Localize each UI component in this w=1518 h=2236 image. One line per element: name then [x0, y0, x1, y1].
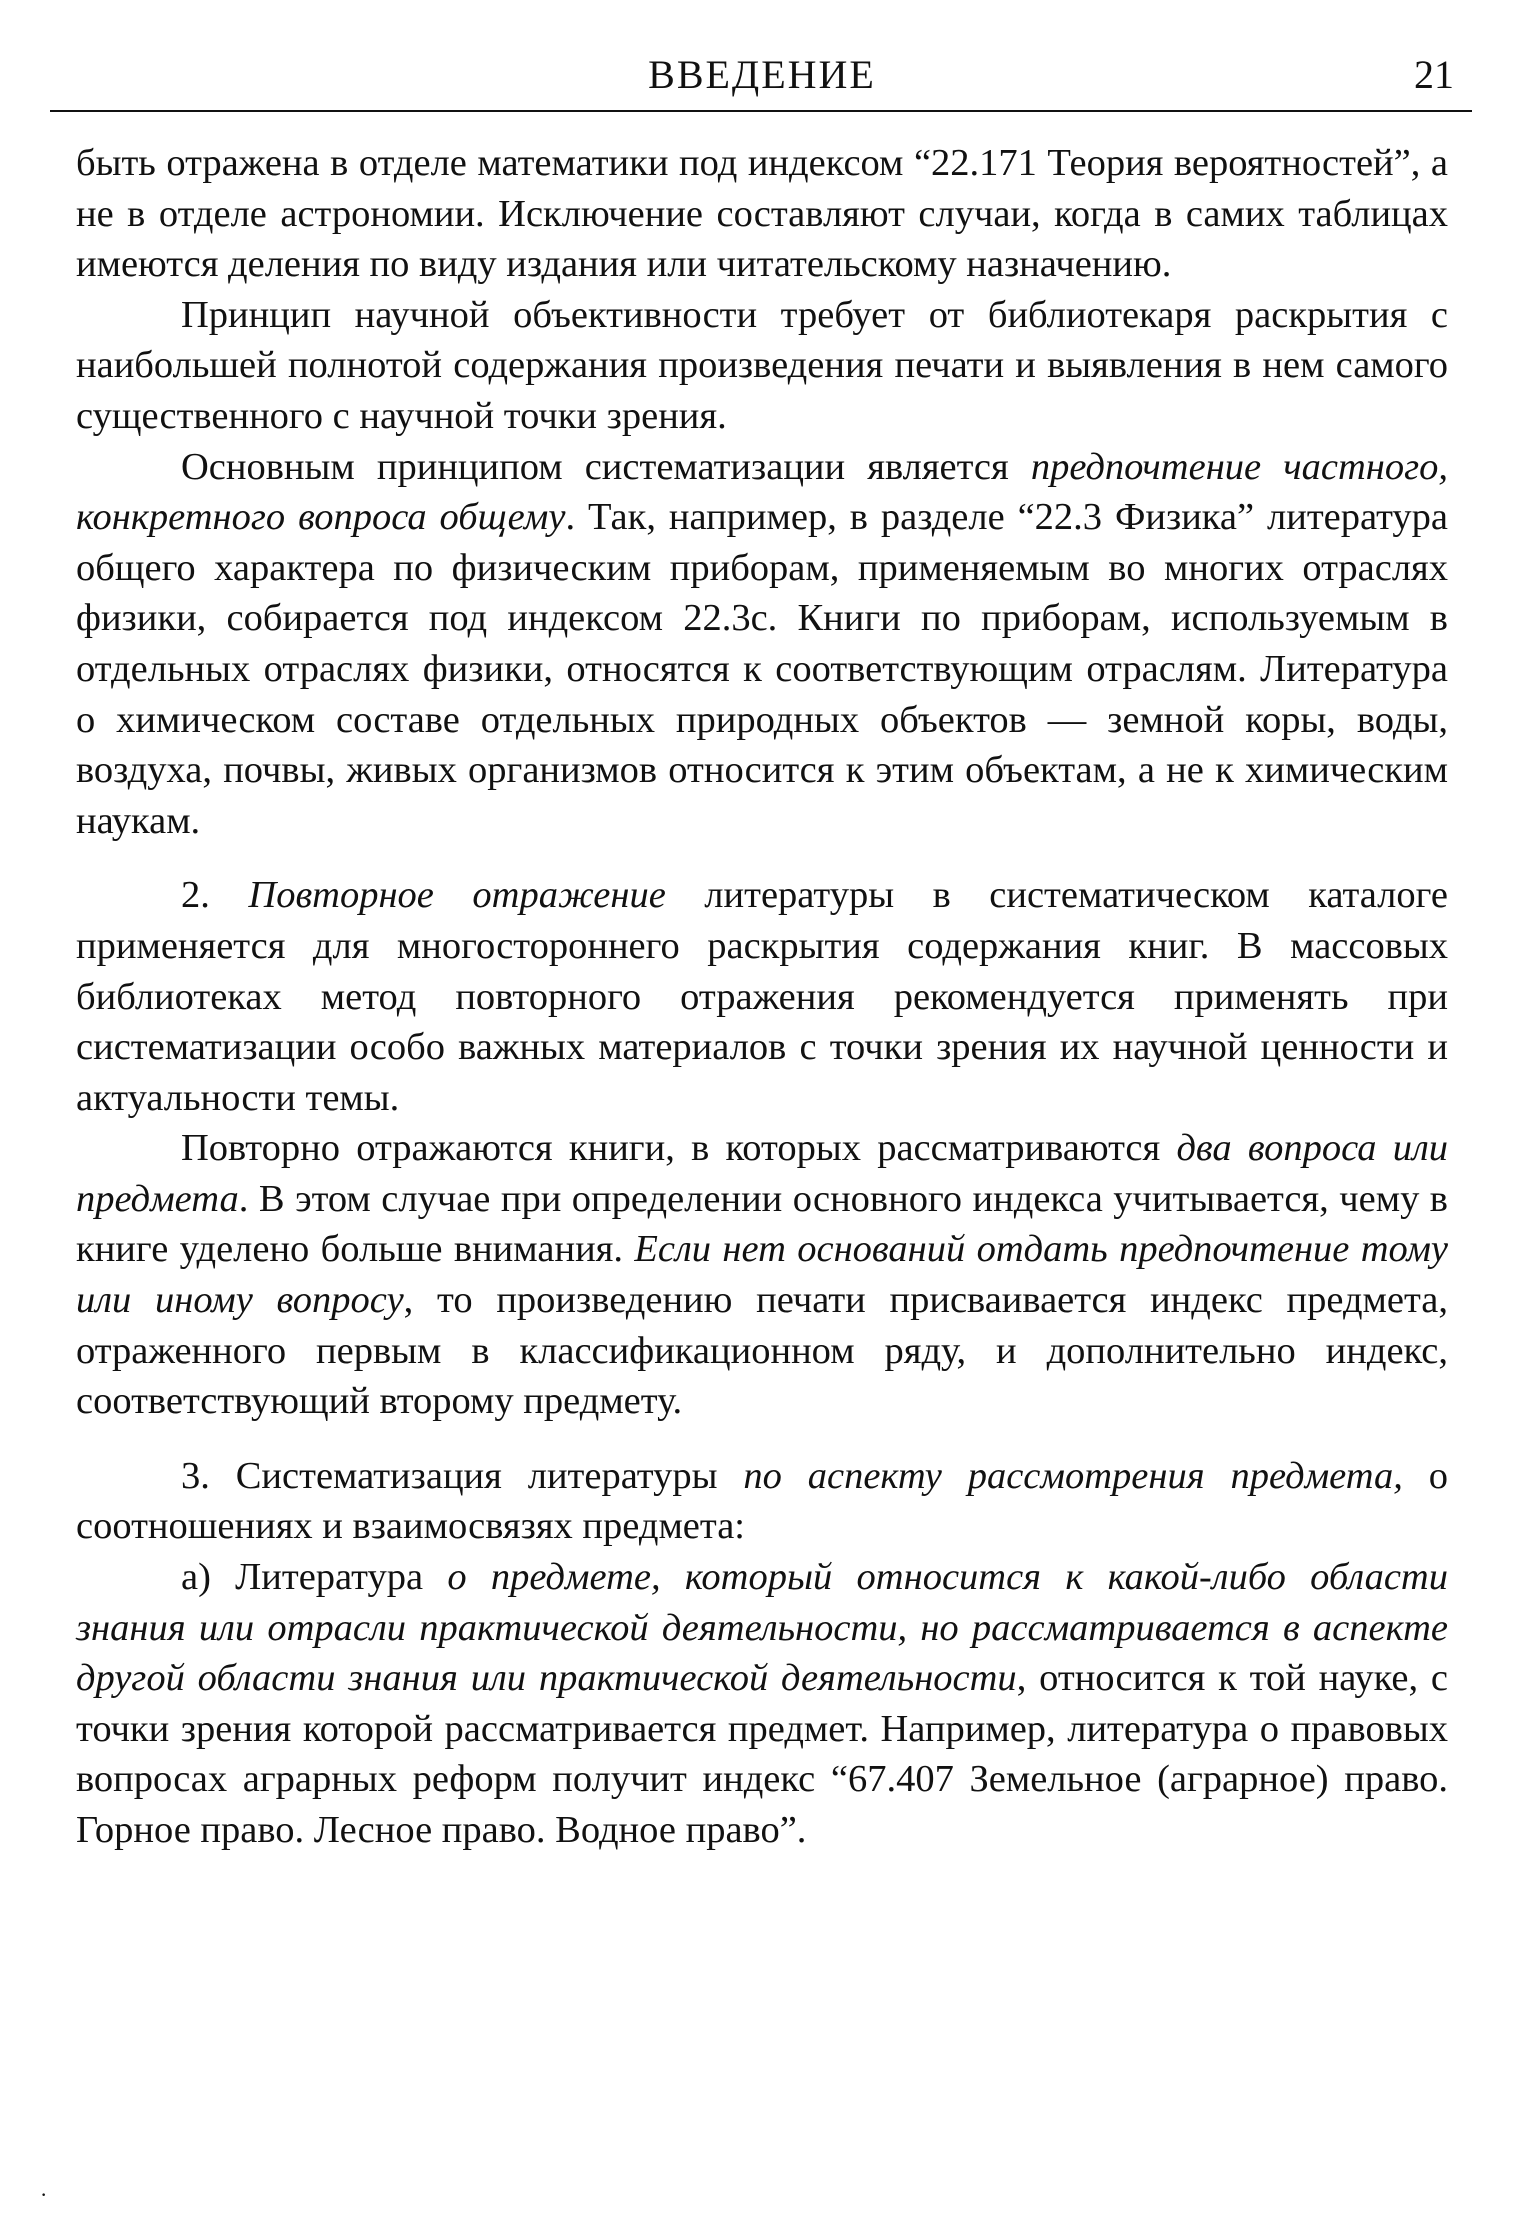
emphasis-text: два вопроса или предмета — [76, 1127, 1448, 1220]
emphasis-text: по аспекту рассмотрения предмета, — [743, 1454, 1403, 1497]
emphasis-text: Если нет оснований отдать предпочтение тому или иному вопросу — [76, 1228, 1448, 1322]
text-run: , то произведению печати присваивается индекс предмета, отраженного первым в классификационном ряду, и дополнительно индекс, соответствующий второму предмету. — [76, 1279, 1449, 1423]
page-number: 21 — [1414, 52, 1454, 97]
text-run: 3. Систематизация литературы — [181, 1454, 744, 1497]
text-run: Принцип научной объективности требует от библиотекаря раскрытия с наибольшей полнотой содержания произведения печати и выявления в нем самого существенного с научной точки зрения. — [76, 293, 1448, 437]
emphasis-text: о предмете, который относится к какой-либо области знания или отрасли практической деятельности, но рассматривается в аспекте другой области знания или практической деятельности — [76, 1556, 1448, 1700]
emphasis-text: предпочтение частного, конкретного вопроса общему — [76, 445, 1448, 539]
paragraph-main-principle — [76, 442, 1448, 847]
text-run: , относится к той науке, с точки зрения которой рассматривается предмет. Например, литература о правовых вопросах аграрных реформ получит индекс “67.407 Земельное (аграрное) право. Горное право. Лесное право. Водное право”. — [76, 1657, 1448, 1851]
paragraph-objectivity-principle — [76, 290, 1448, 442]
paragraph-repeated-reflection — [76, 1123, 1448, 1427]
text-run: быть отражена в отделе математики под индексом “22.171 Теория вероятностей”, а не в отделе астрономии. Исключение составляют случаи, когда в самих таблицах имеются деления по виду издания или читательскому назначению. — [76, 142, 1448, 286]
text-run: Основным принципом систематизации является — [181, 445, 1031, 488]
paragraph-section-2 — [76, 870, 1448, 1123]
text-run: а) Литература — [181, 1556, 448, 1599]
text-run: о соотношениях и взаимосвязях предмета: — [76, 1454, 1448, 1548]
text-run: . Так, например, в разделе “22.3 Физика” литература общего характера по физическим приборам, применяемым во многих отраслях физики, собирается под индексом 22.3с. Книги по приборам, используемым в отдельных отраслях физики, относятся к соответствующим отраслям. Литература о химическом составе отдельных природных объектов — земной коры, воды, воздуха, почвы, живых организмов относится к этим объектам, а не к химическим наукам. — [76, 496, 1448, 842]
margin-mark: · — [40, 2182, 48, 2207]
text-run: . В этом случае при определении основного индекса учитывается, чему в книге уделено больше внимания. — [76, 1177, 1448, 1271]
emphasis-text: Повторное отражение — [248, 874, 666, 917]
paragraph-item-a — [76, 1552, 1448, 1856]
text-run: 2. — [181, 874, 249, 917]
running-title: ВВЕДЕНИЕ — [648, 52, 876, 97]
text-run: Повторно отражаются книги, в которых рассматриваются — [181, 1127, 1177, 1170]
paragraph-continued — [76, 138, 1448, 290]
text-run: литературы в систематическом каталоге применяется для многостороннего раскрытия содержания книг. В массовых библиотеках метод повторного отражения рекомендуется применять при систематизации особо важных материалов с точки зрения их научной ценности и актуальности темы. — [76, 874, 1448, 1119]
body-text — [76, 138, 1448, 1856]
paragraph-section-3 — [76, 1451, 1448, 1552]
header-rule — [50, 110, 1472, 112]
page-header — [52, 44, 1472, 106]
